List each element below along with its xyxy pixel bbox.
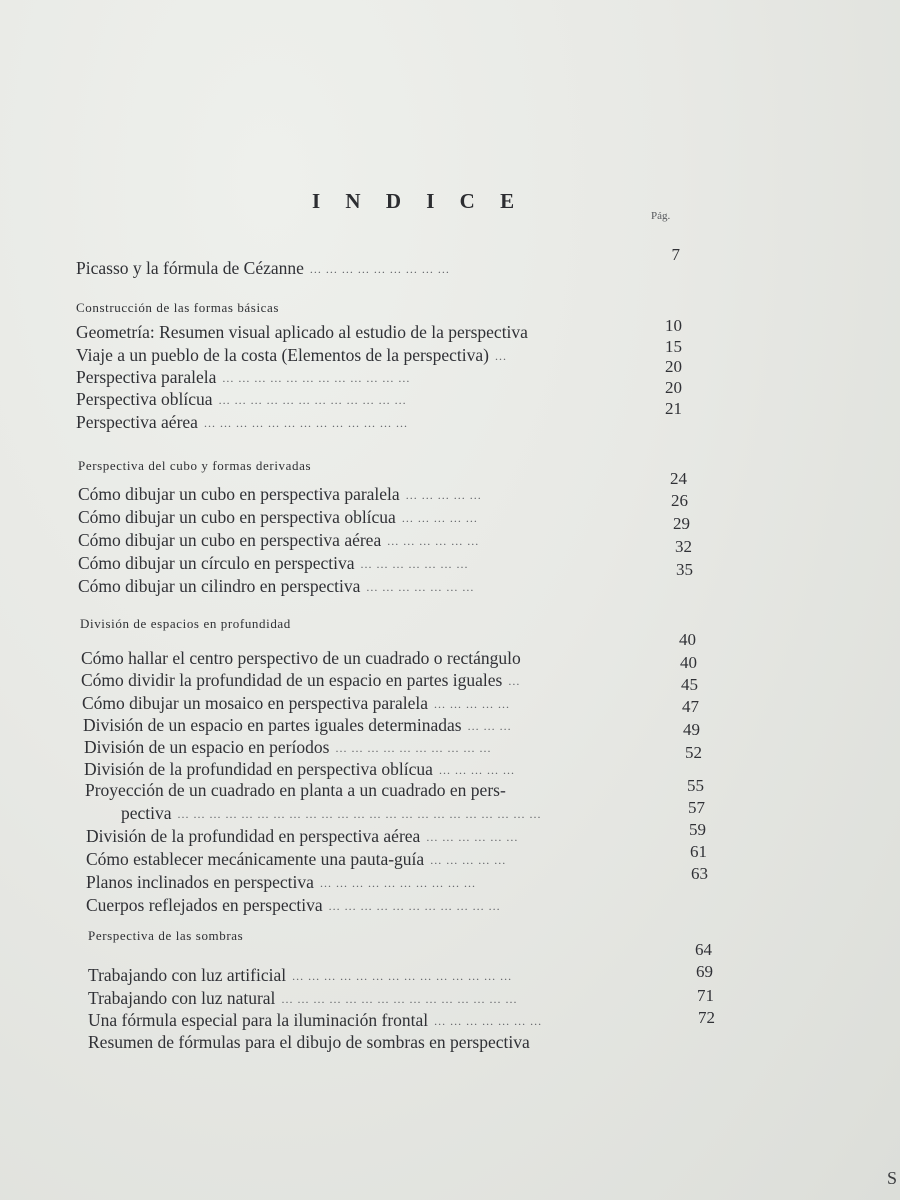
toc-entry bbox=[88, 1032, 536, 1053]
toc-page-number: 59 bbox=[689, 820, 706, 839]
toc-entry-title: Viaje a un pueblo de la costa (Elementos de la perspectiva) bbox=[76, 345, 489, 365]
toc-entry bbox=[76, 345, 507, 366]
toc-entry-title: Cómo dibujar un cilindro en perspectiva bbox=[78, 576, 361, 596]
toc-entry bbox=[78, 530, 479, 551]
toc-entry bbox=[76, 412, 408, 433]
toc-page-number: 72 bbox=[698, 1008, 715, 1027]
toc-entry bbox=[88, 1010, 542, 1031]
toc-entry bbox=[86, 895, 501, 916]
toc-entry-title: Trabajando con luz natural bbox=[88, 988, 276, 1008]
toc-page-number: 52 bbox=[685, 743, 702, 762]
toc-entry bbox=[78, 553, 469, 574]
toc-page-number: 64 bbox=[695, 940, 712, 959]
toc-page-number: 47 bbox=[682, 697, 699, 716]
toc-entry-title: División de la profundidad en perspectiva oblícua bbox=[84, 759, 433, 779]
toc-leader-dots: ... ... ... ... ... ... ... bbox=[366, 580, 475, 594]
toc-entry bbox=[86, 849, 506, 870]
toc-entry-title: Planos inclinados en perspectiva bbox=[86, 872, 314, 892]
toc-entry-title: Perspectiva paralela bbox=[76, 367, 217, 387]
toc-entry bbox=[88, 988, 517, 1009]
page-column-label: Pág. bbox=[651, 210, 671, 222]
toc-page-number: 45 bbox=[681, 675, 698, 694]
toc-entry bbox=[76, 322, 534, 343]
toc-entry-title: Cómo dibujar un mosaico en perspectiva paralela bbox=[82, 693, 428, 713]
toc-entry bbox=[85, 780, 512, 801]
toc-page-number: 32 bbox=[675, 537, 692, 556]
toc-page-number: 21 bbox=[665, 399, 682, 418]
toc-page-number: 7 bbox=[671, 245, 680, 264]
toc-entry bbox=[78, 507, 478, 528]
toc-leader-dots: ... ... ... ... ... ... ... ... ... ... ... ... bbox=[222, 371, 411, 385]
toc-page-number: 29 bbox=[673, 514, 690, 533]
toc-leader-dots: ... ... ... ... ... ... ... ... ... ... ... ... bbox=[218, 393, 407, 407]
toc-entry bbox=[81, 670, 520, 691]
toc-entry bbox=[82, 693, 510, 714]
toc-entry bbox=[86, 872, 476, 893]
toc-leader-dots: ... ... ... ... ... ... ... ... ... ... ... ... ... ... ... bbox=[281, 992, 518, 1006]
toc-entry bbox=[76, 258, 450, 279]
toc-leader-dots: ... ... ... ... ... bbox=[430, 853, 507, 867]
toc-entry-title: Cómo dibujar un cubo en perspectiva paralela bbox=[78, 484, 400, 504]
toc-leader-dots: ... ... ... ... ... bbox=[434, 697, 510, 711]
toc-leader-dots: ... bbox=[508, 674, 521, 688]
toc-entry bbox=[83, 715, 512, 736]
toc-entry-title: Cómo hallar el centro perspectivo de un cuadrado o rectángulo bbox=[81, 648, 521, 668]
toc-leader-dots: ... ... ... bbox=[467, 719, 512, 733]
toc-entry-title: Proyección de un cuadrado en planta a un cuadrado en pers- bbox=[85, 780, 506, 800]
toc-page-number: 10 bbox=[665, 316, 682, 335]
toc-leader-dots: ... ... ... ... ... ... bbox=[387, 534, 480, 548]
toc-leader-dots: ... bbox=[494, 349, 507, 363]
toc-entry bbox=[84, 759, 515, 780]
toc-entry bbox=[76, 389, 407, 410]
toc-entry-title: División de un espacio en períodos bbox=[84, 737, 330, 757]
toc-page-number: 55 bbox=[687, 776, 704, 795]
toc-entry bbox=[86, 826, 518, 847]
toc-entry-title: Geometría: Resumen visual aplicado al estudio de la perspectiva bbox=[76, 322, 528, 342]
toc-leader-dots: ... ... ... ... ... ... ... ... ... ... ... ... ... ... ... ... ... ... ... ... ... ... ... bbox=[177, 807, 542, 821]
page-title: I N D I C E bbox=[312, 189, 525, 213]
toc-entry-title: División de un espacio en partes iguales determinadas bbox=[83, 715, 462, 735]
toc-leader-dots: ... ... ... ... ... ... ... ... ... ... ... ... ... ... bbox=[292, 969, 513, 983]
toc-entry bbox=[78, 576, 474, 597]
section-heading: División de espacios en profundidad bbox=[80, 616, 291, 631]
toc-entry-title: Cómo establecer mecánicamente una pauta-guía bbox=[86, 849, 425, 869]
toc-page-number: 57 bbox=[688, 798, 705, 817]
toc-leader-dots: ... ... ... ... ... ... ... ... ... ... bbox=[319, 876, 476, 890]
toc-leader-dots: ... ... ... ... ... bbox=[405, 488, 482, 502]
section-heading: Construcción de las formas básicas bbox=[76, 300, 280, 315]
toc-entry-continuation bbox=[85, 803, 542, 824]
toc-entry-title: Trabajando con luz artificial bbox=[88, 965, 287, 985]
toc-entry-title: Resumen de fórmulas para el dibujo de sombras en perspectiva bbox=[88, 1032, 530, 1052]
toc-page-number: 35 bbox=[676, 560, 693, 579]
toc-entry bbox=[81, 648, 527, 669]
toc-page-number: 15 bbox=[665, 337, 682, 356]
toc-leader-dots: ... ... ... ... ... ... ... ... ... ... ... ... ... bbox=[203, 416, 408, 430]
toc-entry-title: Cómo dividir la profundidad de un espacio en partes iguales bbox=[81, 670, 503, 690]
toc-page-number: 26 bbox=[671, 491, 688, 510]
section-heading: Perspectiva del cubo y formas derivadas bbox=[78, 458, 312, 473]
toc-entry-title: Perspectiva aérea bbox=[76, 412, 198, 432]
page-edge-mark: S bbox=[887, 1168, 898, 1188]
toc-leader-dots: ... ... ... ... ... ... ... bbox=[360, 557, 469, 571]
toc-entry-title: Picasso y la fórmula de Cézanne bbox=[76, 258, 304, 278]
toc-entry-title: pectiva bbox=[121, 803, 172, 823]
toc-entry-title: Cómo dibujar un cubo en perspectiva aérea bbox=[78, 530, 382, 550]
toc-page-number: 40 bbox=[680, 653, 697, 672]
toc-page-number: 49 bbox=[683, 720, 700, 739]
toc-page-number: 61 bbox=[690, 842, 707, 861]
toc-entry bbox=[88, 965, 512, 986]
toc-leader-dots: ... ... ... ... ... ... ... bbox=[434, 1014, 543, 1028]
toc-entry-title: Cómo dibujar un cubo en perspectiva oblícua bbox=[78, 507, 396, 527]
toc-entry-title: Perspectiva oblícua bbox=[76, 389, 213, 409]
toc-leader-dots: ... ... ... ... ... ... ... ... ... ... ... bbox=[328, 899, 501, 913]
toc-page-number: 71 bbox=[697, 986, 714, 1005]
toc-entry-title: Cómo dibujar un círculo en perspectiva bbox=[78, 553, 355, 573]
toc-page-number: 69 bbox=[696, 962, 713, 981]
toc-entry bbox=[76, 367, 410, 388]
toc-leader-dots: ... ... ... ... ... ... ... ... ... bbox=[309, 262, 450, 276]
toc-entry bbox=[84, 737, 491, 758]
toc-page-number: 20 bbox=[665, 378, 682, 397]
toc-page-number: 40 bbox=[679, 630, 696, 649]
toc-entry-title: División de la profundidad en perspectiva aérea bbox=[86, 826, 421, 846]
toc-leader-dots: ... ... ... ... ... ... bbox=[426, 830, 519, 844]
toc-entry-title: Cuerpos reflejados en perspectiva bbox=[86, 895, 323, 915]
toc-leader-dots: ... ... ... ... ... bbox=[401, 511, 478, 525]
section-heading: Perspectiva de las sombras bbox=[88, 928, 244, 943]
toc-entry-title: Una fórmula especial para la iluminación frontal bbox=[88, 1010, 429, 1030]
toc-entry bbox=[78, 484, 482, 505]
toc-leader-dots: ... ... ... ... ... bbox=[438, 763, 515, 777]
toc-page-number: 24 bbox=[670, 469, 687, 488]
toc-page-number: 20 bbox=[665, 357, 682, 376]
toc-leader-dots: ... ... ... ... ... ... ... ... ... ... bbox=[335, 741, 492, 755]
toc-page-number: 63 bbox=[691, 864, 708, 883]
